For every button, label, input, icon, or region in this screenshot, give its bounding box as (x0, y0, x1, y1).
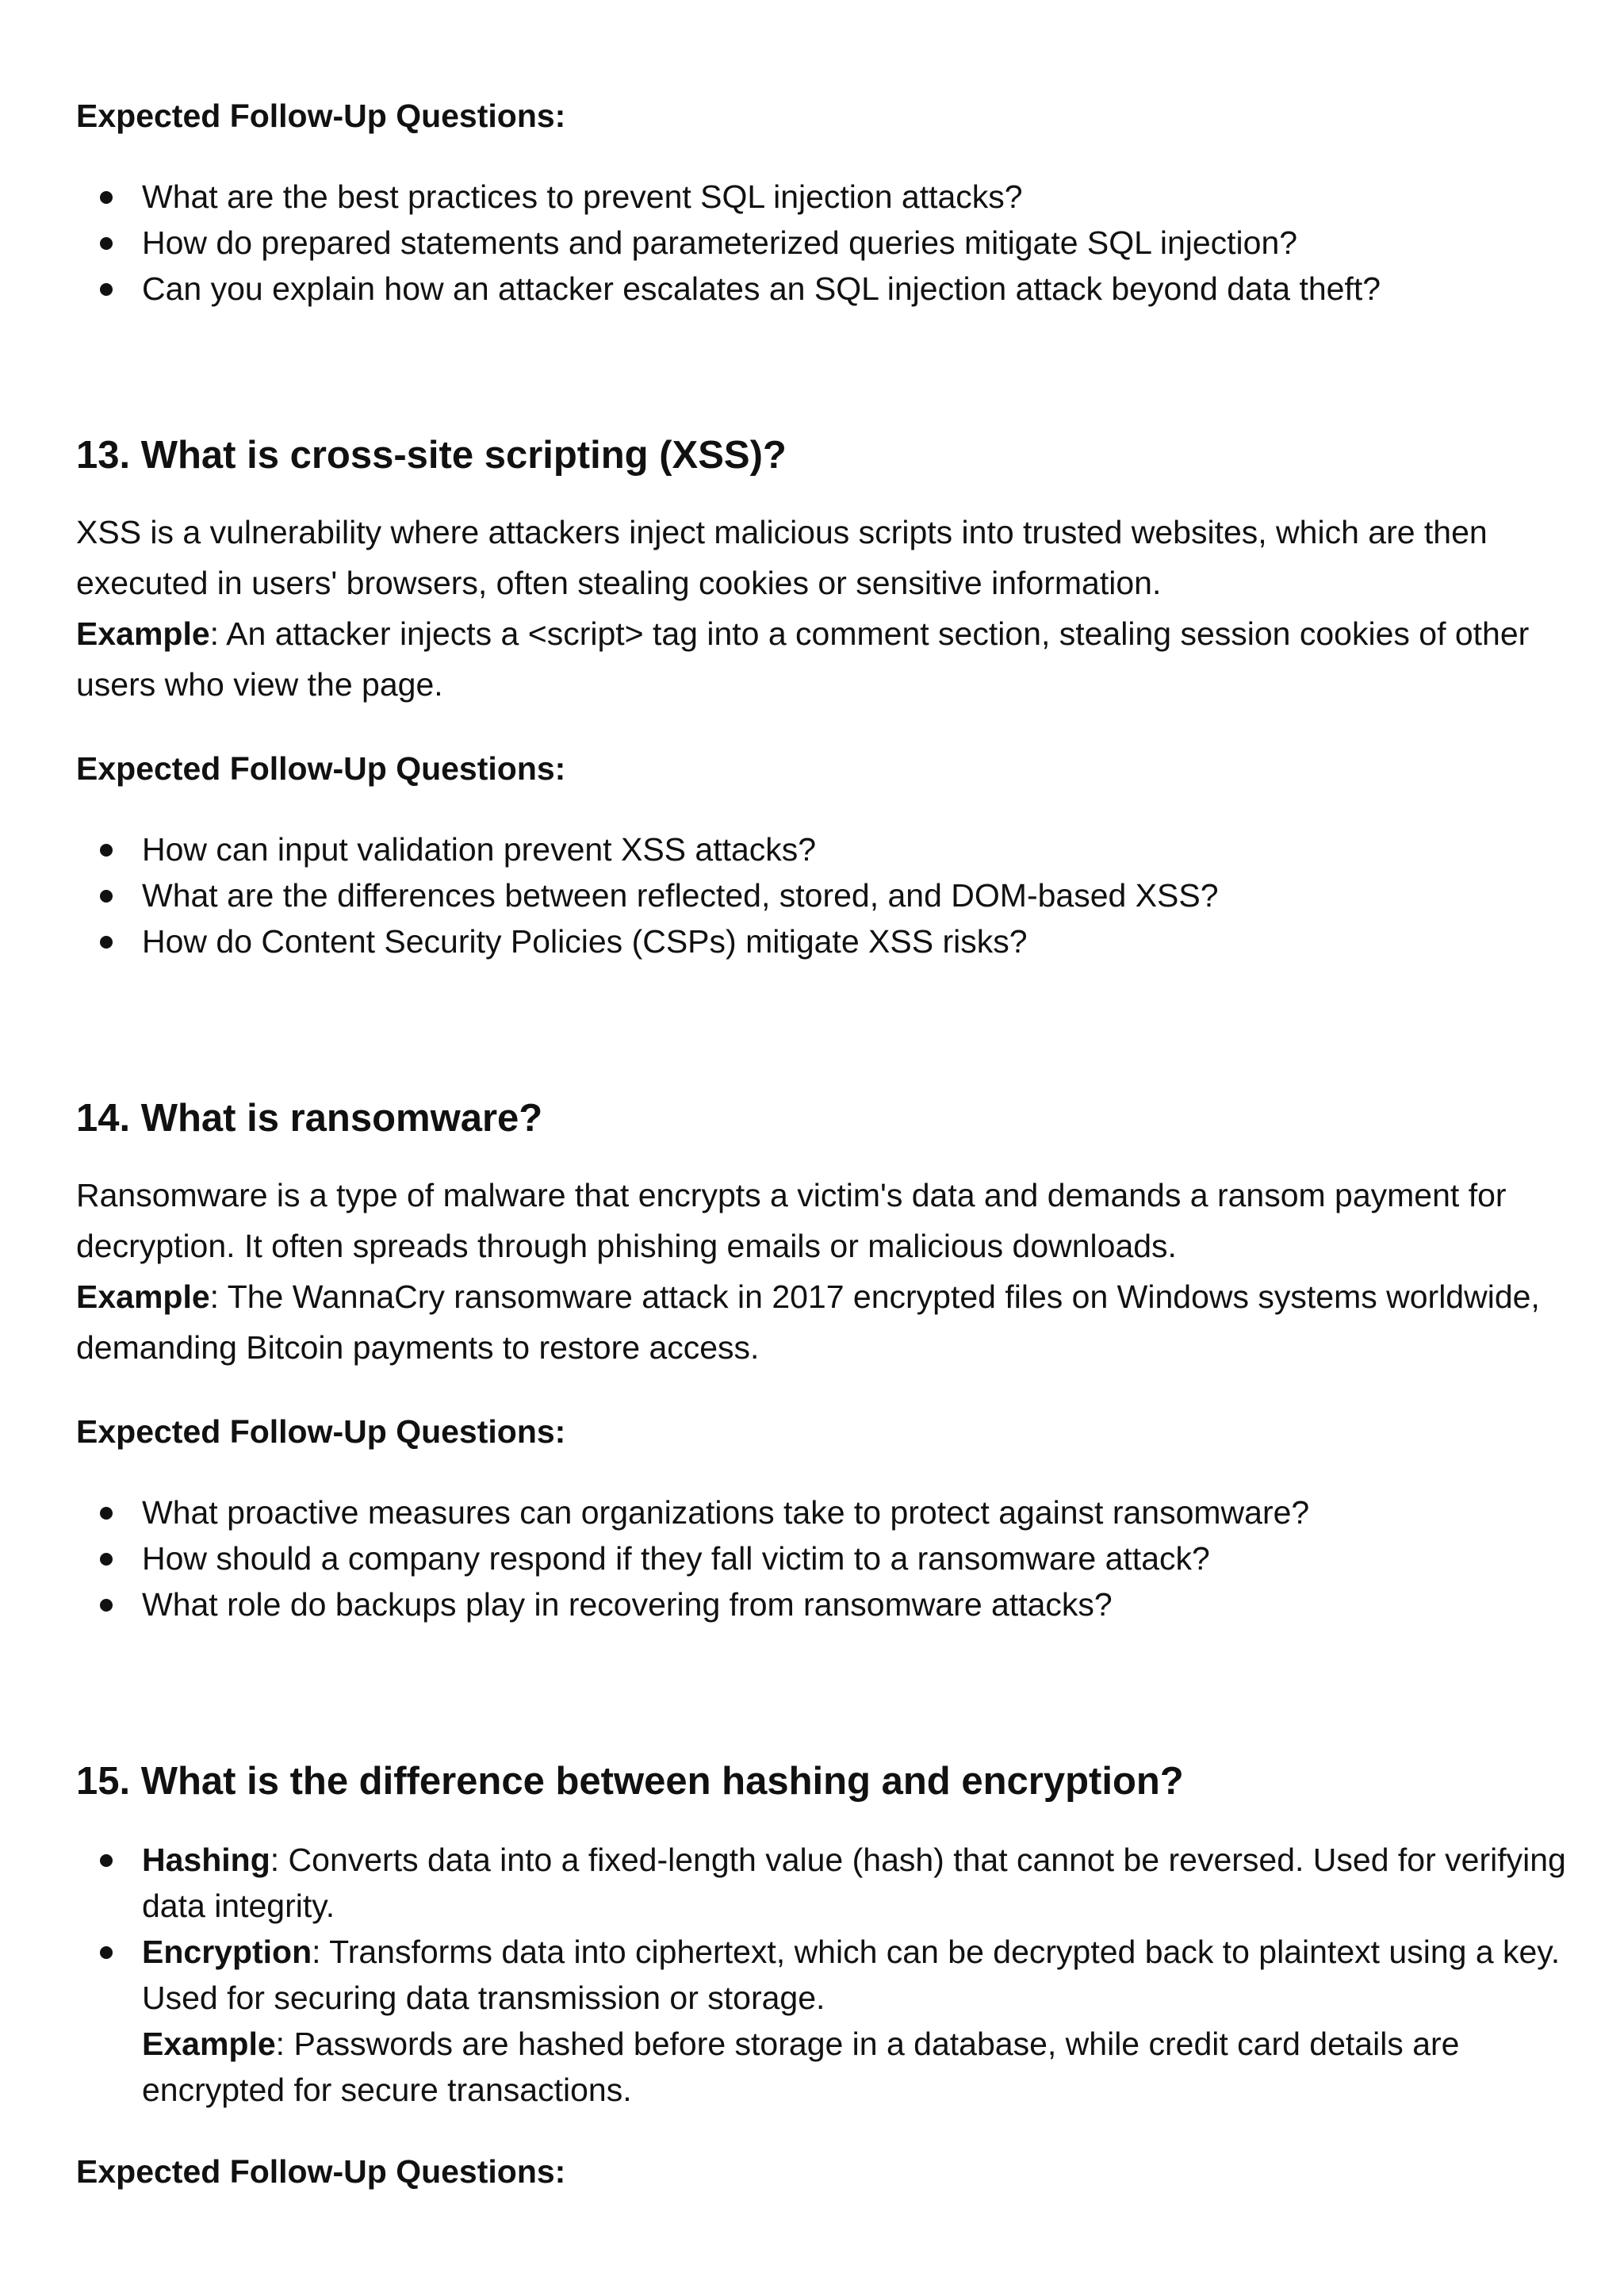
list-item-text: Can you explain how an attacker escalates an SQL injection attack beyond data theft? (142, 270, 1381, 307)
section-14 (76, 1091, 1567, 1627)
bullet-icon (100, 890, 113, 903)
example-label: Example (76, 1278, 210, 1315)
list-item (76, 174, 1567, 220)
bullet-icon (100, 283, 113, 296)
section-15 (76, 1754, 1567, 2195)
followup-list (76, 826, 1567, 964)
section-12-followups (76, 92, 1567, 312)
list-item-text: What role do backups play in recovering from ransomware attacks? (142, 1586, 1113, 1623)
section-title: 14. What is ransomware? (76, 1097, 543, 1140)
section-description: XSS is a vulnerability where attackers inject malicious scripts into trusted websites, which are then executed in users' browsers, often stealing cookies or sensitive information. (76, 514, 1488, 601)
example-paragraph (76, 608, 1567, 710)
encryption-text: : Transforms data into ciphertext, which can be decrypted back to plaintext using a key. Used for securing data transmission or storage. (142, 1934, 1561, 2016)
followup-heading: Expected Follow-Up Questions: (76, 98, 566, 134)
list-item-text: How do Content Security Policies (CSPs) mitigate XSS risks? (142, 923, 1028, 960)
bullet-icon (100, 1599, 113, 1612)
example-text: : An attacker injects a <script> tag into a comment section, stealing session cookies of other users who view the page. (76, 615, 1530, 703)
list-item (76, 826, 1567, 872)
list-item-text: What are the best practices to prevent SQL injection attacks? (142, 178, 1023, 215)
list-item-text: How can input validation prevent XSS attacks? (142, 831, 817, 868)
bullet-icon (100, 936, 113, 949)
comparison-list (76, 1837, 1567, 2113)
example-label: Example (76, 615, 210, 652)
bullet-icon (100, 844, 113, 857)
example-label: Example (142, 2026, 276, 2062)
list-item-text: What are the differences between reflected, stored, and DOM-based XSS? (142, 877, 1219, 914)
followup-heading: Expected Follow-Up Questions: (76, 750, 566, 787)
section-description: Ransomware is a type of malware that encrypts a victim's data and demands a ransom payment for decryption. It often spreads through phishing emails or malicious downloads. (76, 1177, 1507, 1264)
list-item (76, 1489, 1567, 1535)
followup-heading: Expected Follow-Up Questions: (76, 2153, 566, 2190)
bullet-icon (100, 237, 113, 250)
list-item-text: How should a company respond if they fall victim to a ransomware attack? (142, 1540, 1210, 1577)
list-item-hashing (76, 1837, 1567, 1929)
encryption-label: Encryption (142, 1934, 312, 1970)
section-13 (76, 427, 1567, 964)
list-item-text: What proactive measures can organizations take to protect against ransomware? (142, 1494, 1310, 1531)
list-item (76, 220, 1567, 266)
list-item-text: How do prepared statements and parameterized queries mitigate SQL injection? (142, 224, 1298, 261)
example-paragraph (76, 1271, 1567, 1373)
bullet-icon (100, 1553, 113, 1566)
bullet-icon (100, 1854, 113, 1867)
followup-heading: Expected Follow-Up Questions: (76, 1413, 566, 1450)
list-item (76, 918, 1567, 964)
hashing-label: Hashing (142, 1842, 270, 1878)
list-item (76, 872, 1567, 918)
bullet-icon (100, 191, 113, 204)
bullet-icon (100, 1946, 113, 1959)
list-item-encryption (76, 1929, 1567, 2113)
list-item (76, 1535, 1567, 1581)
list-item (76, 1581, 1567, 1627)
list-item (76, 266, 1567, 312)
section-title: 15. What is the difference between hashing and encryption? (76, 1760, 1184, 1803)
hashing-text: : Converts data into a fixed-length value (hash) that cannot be reversed. Used for verifying data integrity. (142, 1842, 1566, 1924)
bullet-icon (100, 1507, 113, 1520)
section-title: 13. What is cross-site scripting (XSS)? (76, 434, 787, 477)
example-text: : Passwords are hashed before storage in a database, while credit card details are encrypted for secure transactions. (142, 2026, 1460, 2108)
followup-list (76, 174, 1567, 312)
example-text: : The WannaCry ransomware attack in 2017 encrypted files on Windows systems worldwide, demanding Bitcoin payments to restore access. (76, 1278, 1540, 1366)
followup-list (76, 1489, 1567, 1627)
